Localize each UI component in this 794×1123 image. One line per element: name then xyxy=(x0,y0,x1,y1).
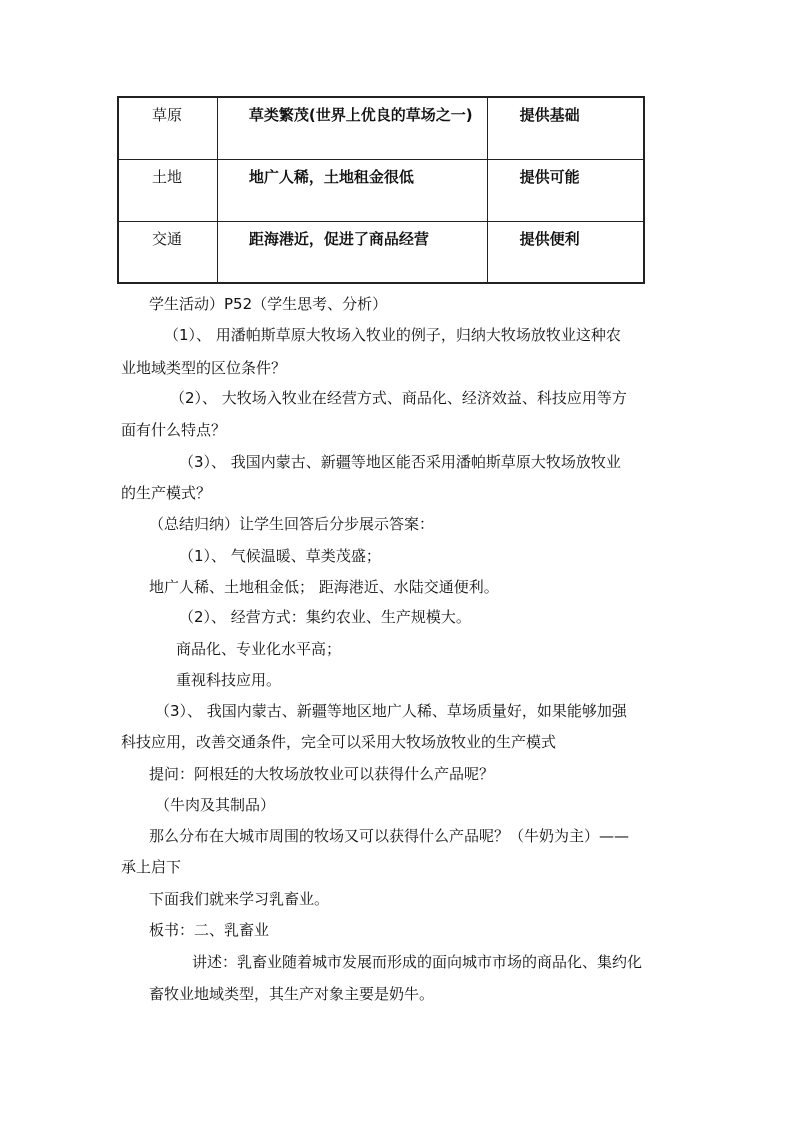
answer-1-line-2: 地广人稀、土地租金低； 距海港近、水陆交通便利。 xyxy=(149,578,499,596)
question-argentina: 提问：阿根廷的大牧场放牧业可以获得什么产品呢？ xyxy=(149,765,495,783)
explanation-line-2: 畜牧业地域类型，其生产对象主要是奶牛。 xyxy=(149,985,435,1003)
factor-name: 草原 xyxy=(118,97,217,159)
factor-role: 提供便利 xyxy=(487,221,644,283)
answer-1-line-1: （1）、 气候温暖、草类茂盛； xyxy=(179,547,381,565)
question-2-line-2: 面有什么特点？ xyxy=(121,421,227,439)
factor-role: 提供基础 xyxy=(487,97,644,159)
factor-name: 交通 xyxy=(118,221,217,283)
summary-heading: （总结归纳）让学生回答后分步展示答案： xyxy=(149,515,435,533)
question-1-line-2: 业地域类型的区位条件？ xyxy=(121,359,287,377)
question-3-line-2: 的生产模式？ xyxy=(121,484,212,502)
factor-description: 距海港近，促进了商品经营 xyxy=(217,221,487,283)
board-title: 板书：二、乳畜业 xyxy=(149,921,270,939)
transition-line-2: 承上启下 xyxy=(121,858,182,876)
answer-3-line-2: 科技应用，改善交通条件，完全可以采用大牧场放牧业的生产模式 xyxy=(121,733,557,751)
answer-2-line-3: 重视科技应用。 xyxy=(176,671,282,689)
transition-line-1: 那么分布在大城市周围的牧场又可以获得什么产品呢？（牛奶为主）—— xyxy=(149,827,630,845)
answer-argentina: （牛肉及其制品） xyxy=(155,796,276,814)
factor-description: 草类繁茂(世界上优良的草场之一) xyxy=(217,97,487,159)
location-factors-table xyxy=(117,96,645,284)
table-row xyxy=(118,159,644,221)
answer-2-line-2: 商品化、专业化水平高； xyxy=(176,640,342,658)
next-topic: 下面我们就来学习乳畜业。 xyxy=(149,890,330,908)
explanation-line-1: 讲述：乳畜业随着城市发展而形成的面向城市市场的商品化、集约化 xyxy=(192,953,643,971)
question-1-line-1: （1）、 用潘帕斯草原大牧场入牧业的例子，归纳大牧场放牧业这种农 xyxy=(164,326,621,344)
factor-name: 土地 xyxy=(118,159,217,221)
answer-3-line-1: （3）、 我国内蒙古、新疆等地区地广人稀、草场质量好，如果能够加强 xyxy=(155,702,627,720)
factor-description: 地广人稀，土地租金很低 xyxy=(217,159,487,221)
table-row xyxy=(118,221,644,283)
table-row xyxy=(118,97,644,159)
factor-role: 提供可能 xyxy=(487,159,644,221)
question-3-line-1: （3）、 我国内蒙古、新疆等地区能否采用潘帕斯草原大牧场放牧业 xyxy=(179,453,621,471)
student-activity-heading: 学生活动）P52（学生思考、分析） xyxy=(149,295,388,313)
question-2-line-1: （2）、 大牧场入牧业在经营方式、商品化、经济效益、科技应用等方 xyxy=(170,389,627,407)
answer-2-line-1: （2）、 经营方式：集约农业、生产规模大。 xyxy=(179,608,471,626)
